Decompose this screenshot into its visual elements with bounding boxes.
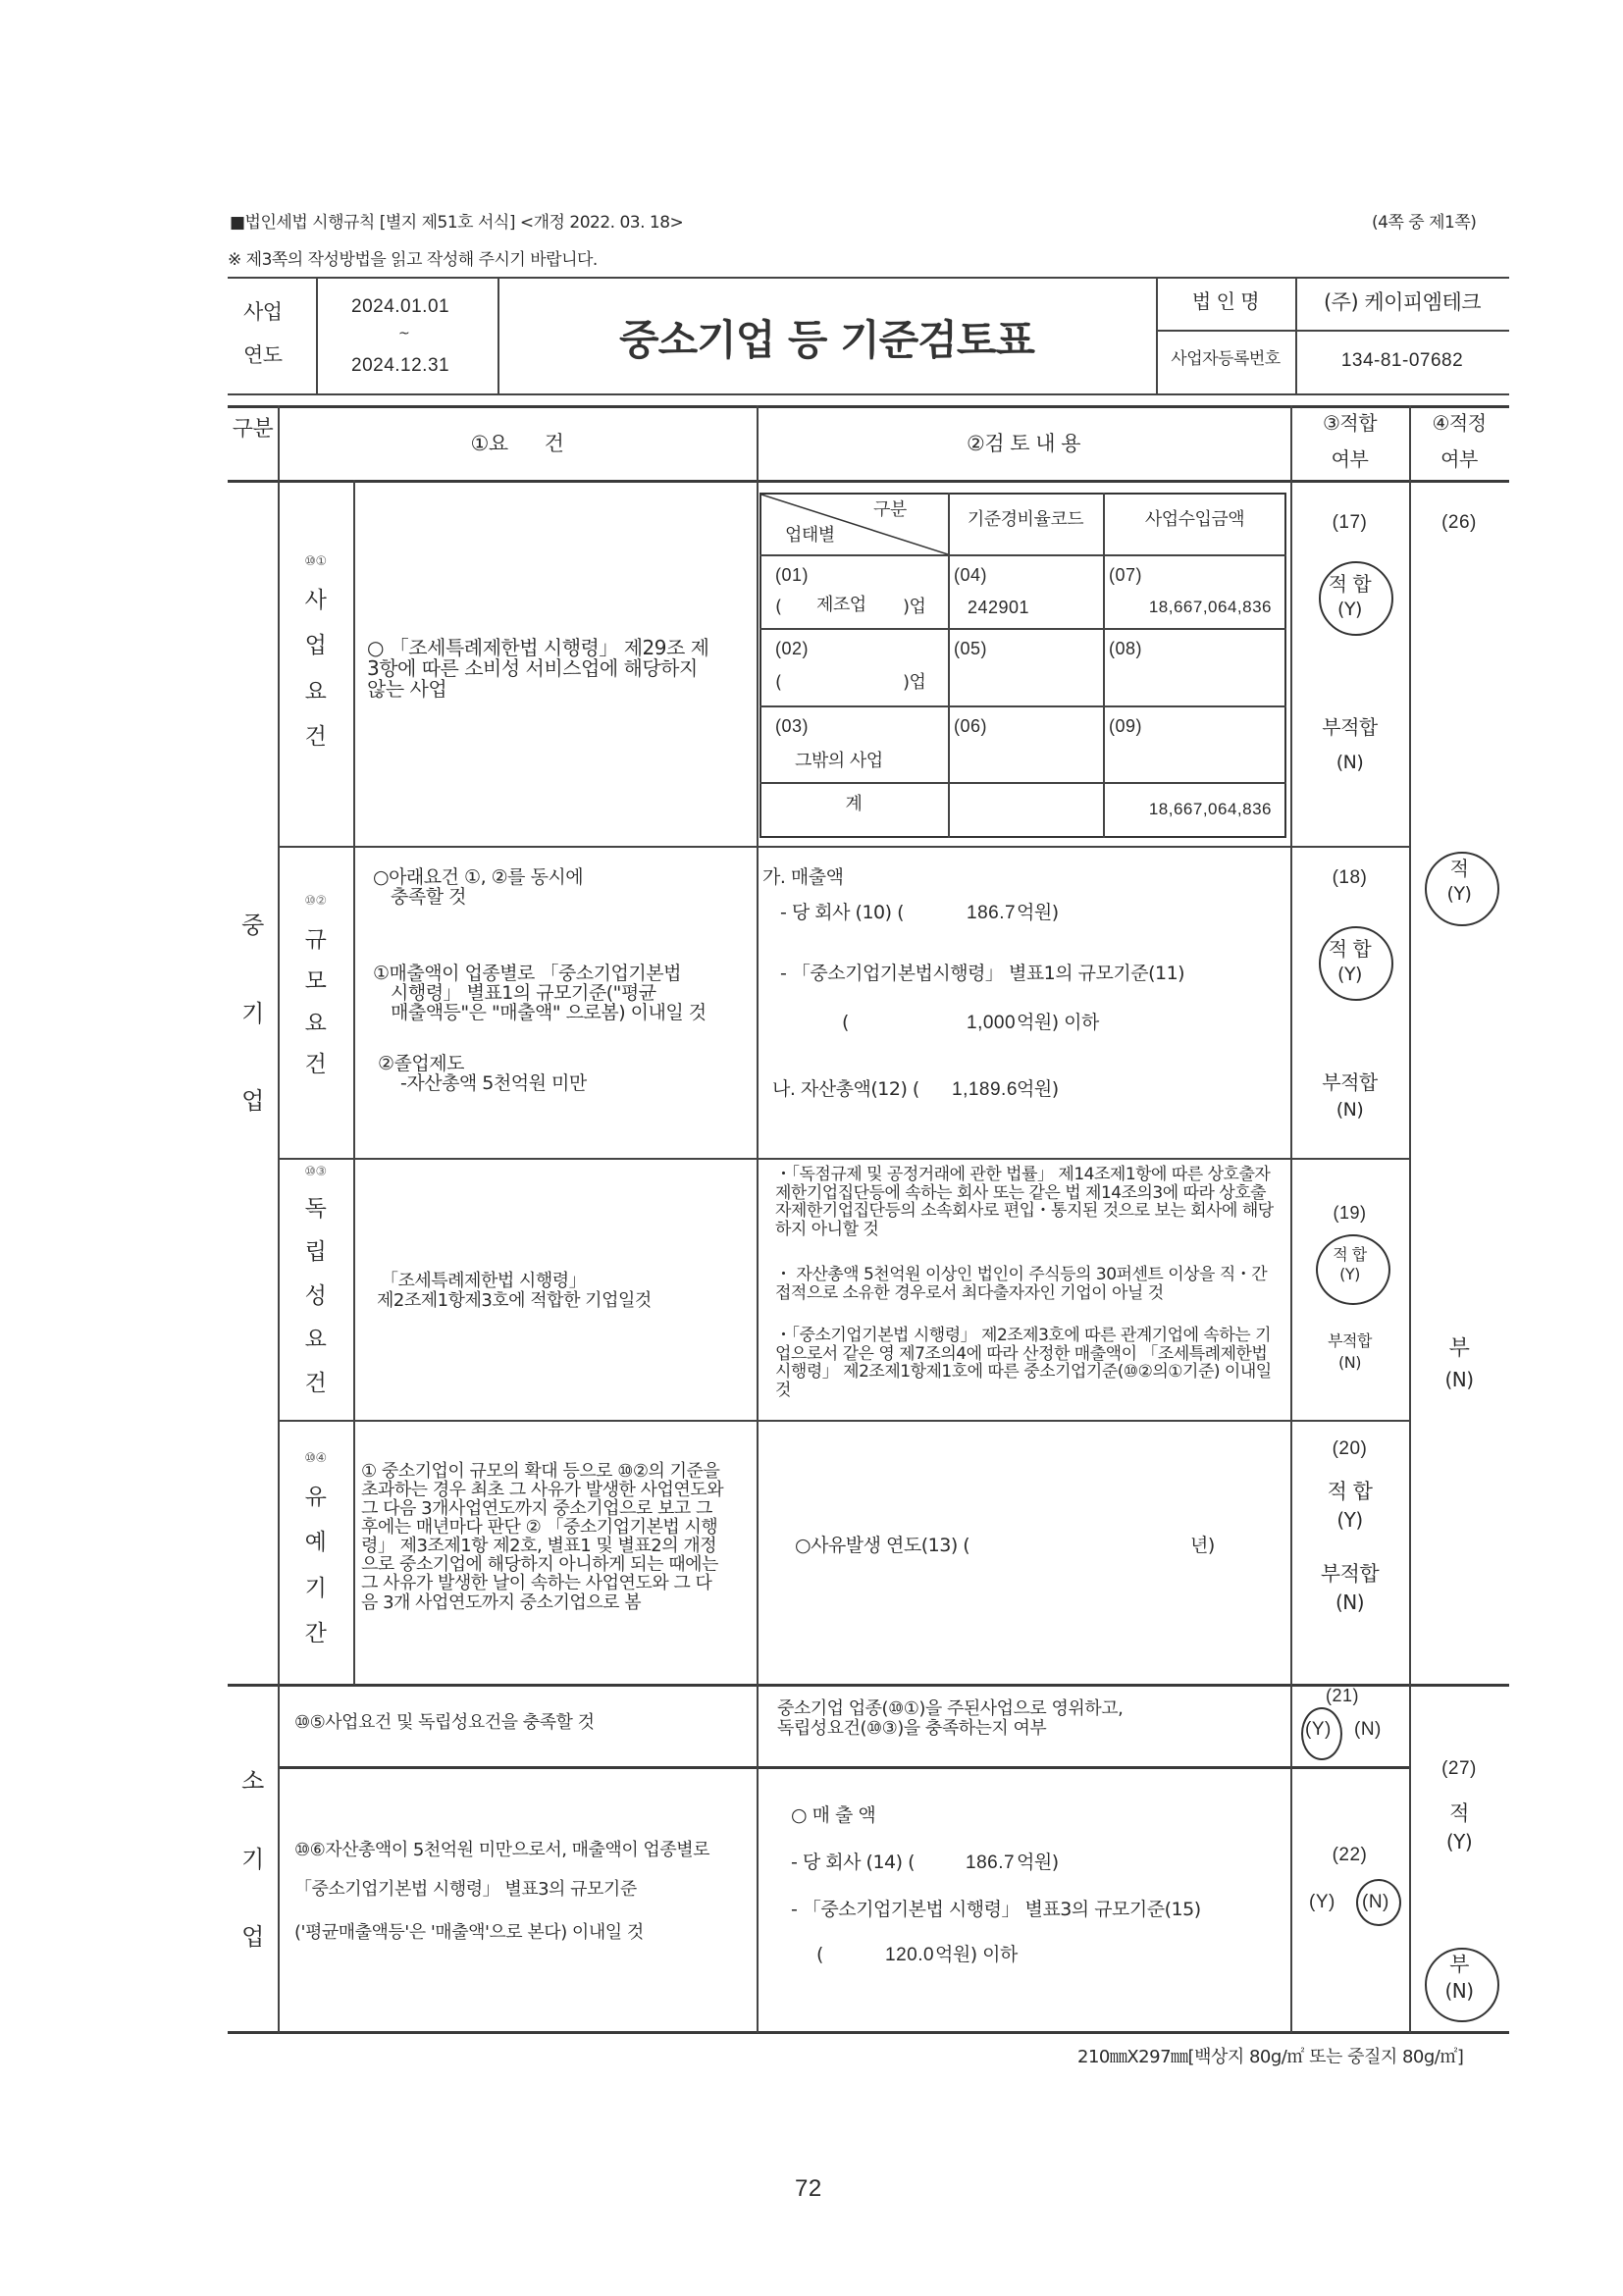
row103-review-2: ・ 자산총액 5천억원 이상인 법인이 주식등의 30퍼센트 이상을 직・간접적으로 소유한 경우로서 최다출자자인 기업이 아닐 것 (775, 1265, 1268, 1303)
row104-requirement: ① 중소기업이 규모의 확대 등으로 ⑩②의 기준을 초과하는 경우 최초 그 사유가 발생한 사업연도와 그 다음 3개사업연도까지 중소기업으로 보고 그 후에는 매년마다 판단 ② 「중소기업기본법 시행령」 제3조제1항 제2호, 별표1 및 별표2의 개정으로 중소기업에 해당하지 아니하게 되는 때에는 그 사유가 발생한 날이 속하는 사업연도와 그 다음 3개 사업연도까지 중소기업으로 봄 (361, 1461, 724, 1613)
row105-no[interactable]: (N) (1354, 1719, 1382, 1740)
sme-proper-no[interactable]: 부 (N) (1444, 1336, 1474, 1392)
header-rate-code: 기준경비율코드 (967, 509, 1084, 530)
reg-no-label: 사업자등록번호 (1171, 349, 1281, 369)
row106-fit-code: (22) (1332, 1845, 1368, 1865)
row103-fit-yes[interactable]: 적 합 (Y) (1333, 1245, 1367, 1284)
period-start: 2024.01.01 (351, 296, 450, 317)
small-size-standard: 120.0 (885, 1945, 935, 1965)
col-header-proper: ④적정 여부 (1432, 411, 1487, 471)
form-reference: ■법인세법 시행규칙 [별지 제51호 서식] <개정 2022. 03. 18> (230, 213, 684, 233)
row103-label: ⑩③ 독 립 성 요 건 (304, 1165, 327, 1396)
col-header-fit: ③적합 여부 (1322, 411, 1378, 471)
page-count: (4쪽 중 제1쪽) (1372, 213, 1477, 233)
page-title: 중소기업 등 기준검토표 (619, 316, 1034, 364)
diag-top-label: 구분 (873, 499, 907, 520)
revenue-total: 18,667,064,836 (1148, 800, 1272, 818)
row105-review-2: 독립성요건(⑩③)을 충족하는지 여부 (777, 1718, 1047, 1739)
header-amount: 사업수입금액 (1144, 509, 1245, 530)
sme-proper-code: (26) (1441, 512, 1477, 533)
row103-review-1: ・「독점규제 및 공정거래에 관한 법률」 제14조제1항에 따른 상호출자제한기업집단등에 속하는 회사 또는 같은 법 제14조의3에 따라 상호출자제한기업집단등의 소속회사로 편입・통지된 것으로 보는 회사에 해당하지 아니할 것 (775, 1165, 1274, 1240)
sales-amount: 186.7 (967, 903, 1017, 923)
total-assets: 1,189.6 (952, 1079, 1018, 1100)
size-standard: 1,000 (967, 1013, 1017, 1033)
row102-label: ⑩② 규 모 요 건 (304, 894, 327, 1078)
corp-name: (주) 케이피엠테크 (1323, 290, 1482, 314)
row102-fit-code: (18) (1332, 867, 1368, 888)
row105-review-1: 중소기업 업종(⑩①)을 주된사업으로 영위하고, (777, 1698, 1124, 1719)
col-header-review: ②검 토 내 용 (967, 432, 1080, 455)
row103-fit-no[interactable]: 부적합 (N) (1328, 1331, 1372, 1373)
row101-fit-no[interactable]: 부적합 (N) (1322, 715, 1378, 773)
row102-fit-yes[interactable]: 적 합 (Y) (1328, 937, 1372, 985)
paper-spec: 210㎜X297㎜[백상지 80g/㎡ 또는 중질지 80g/㎡] (1077, 2047, 1464, 2067)
row102-fit-no[interactable]: 부적합 (N) (1322, 1070, 1378, 1121)
period-end: 2024.12.31 (351, 355, 450, 376)
row106-requirement-3: ('평균매출액등'은 '매출액'으로 본다) 이내일 것 (294, 1922, 644, 1943)
row105-yes[interactable]: (Y) (1305, 1719, 1332, 1740)
row106-no[interactable]: (N) (1362, 1892, 1389, 1912)
row101-fit: (17) (1332, 512, 1368, 533)
small-sales-amount: 186.7 (966, 1852, 1016, 1873)
sme-proper-yes[interactable]: 적 (Y) (1446, 857, 1472, 905)
row103-requirement-2: 제2조제1항제3호에 적합한 기업일것 (377, 1290, 652, 1311)
row104-label: ⑩④ 유 예 기 간 (304, 1451, 327, 1647)
row101-requirement: ○ 「조세특례제한법 시행령」 제29조 제3항에 따른 소비성 서비스업에 해당하지 않는 사업 (367, 636, 709, 701)
row106-requirement-1: ⑩⑥자산총액이 5천억원 미만으로서, 매출액이 업종별로 (294, 1840, 709, 1860)
small-proper-code: (27) (1441, 1758, 1477, 1779)
business-type: 제조업 (816, 595, 866, 615)
col-header-category: 구분 (232, 417, 274, 442)
small-proper-yes[interactable]: 적 (Y) (1445, 1801, 1473, 1854)
period-separator: ~ (398, 326, 410, 341)
row105-fit-code: (21) (1326, 1686, 1360, 1705)
col-header-requirement: ①요 건 (470, 432, 564, 455)
diag-bottom-label: 업태별 (785, 525, 835, 546)
group-label-small: 소 기 업 (241, 1767, 264, 1952)
group-label-sme: 중 기 업 (241, 912, 264, 1116)
row101-fit-yes[interactable]: 적 합 (Y) (1328, 572, 1372, 620)
revenue-amount: 18,667,064,836 (1148, 598, 1272, 616)
page-number: 72 (795, 2175, 822, 2202)
corp-name-label: 법 인 명 (1191, 289, 1260, 313)
row104-fit-no[interactable]: 부적합 (N) (1320, 1562, 1380, 1615)
row105-requirement: ⑩⑤사업요건 및 독립성요건을 충족할 것 (294, 1712, 595, 1733)
row104-fit-yes[interactable]: 적 합 (Y) (1327, 1480, 1373, 1533)
instruction-note: ※ 제3쪽의 작성방법을 읽고 작성해 주시기 바랍니다. (228, 250, 598, 270)
row101-label: ⑩① 사 업 요 건 (304, 554, 327, 751)
row103-fit-code: (19) (1333, 1203, 1367, 1223)
year-label-1: 사업 (243, 300, 283, 324)
row106-requirement-2: 「중소기업기본법 시행령」 별표3의 규모기준 (294, 1879, 637, 1900)
row106-yes[interactable]: (Y) (1309, 1892, 1335, 1912)
small-proper-no[interactable]: 부 (N) (1444, 1953, 1474, 2004)
row103-review-3: ・「중소기업기본법 시행령」 제2조제3호에 따른 관계기업에 속하는 기업으로서 같은 영 제7조의4에 따라 산정한 매출액이 「조세특례제한법 시행령」 제2조제1항제1호에 따른 중소기업기준(⑩②의①기준) 이내일 것 (775, 1326, 1272, 1401)
reg-no: 134-81-07682 (1340, 350, 1464, 371)
row104-fit: (20) (1332, 1438, 1368, 1459)
row103-requirement-1: 「조세특례제한법 시행령」 (381, 1271, 587, 1291)
year-label-2: 연도 (243, 343, 283, 367)
rate-code: 242901 (968, 598, 1030, 617)
